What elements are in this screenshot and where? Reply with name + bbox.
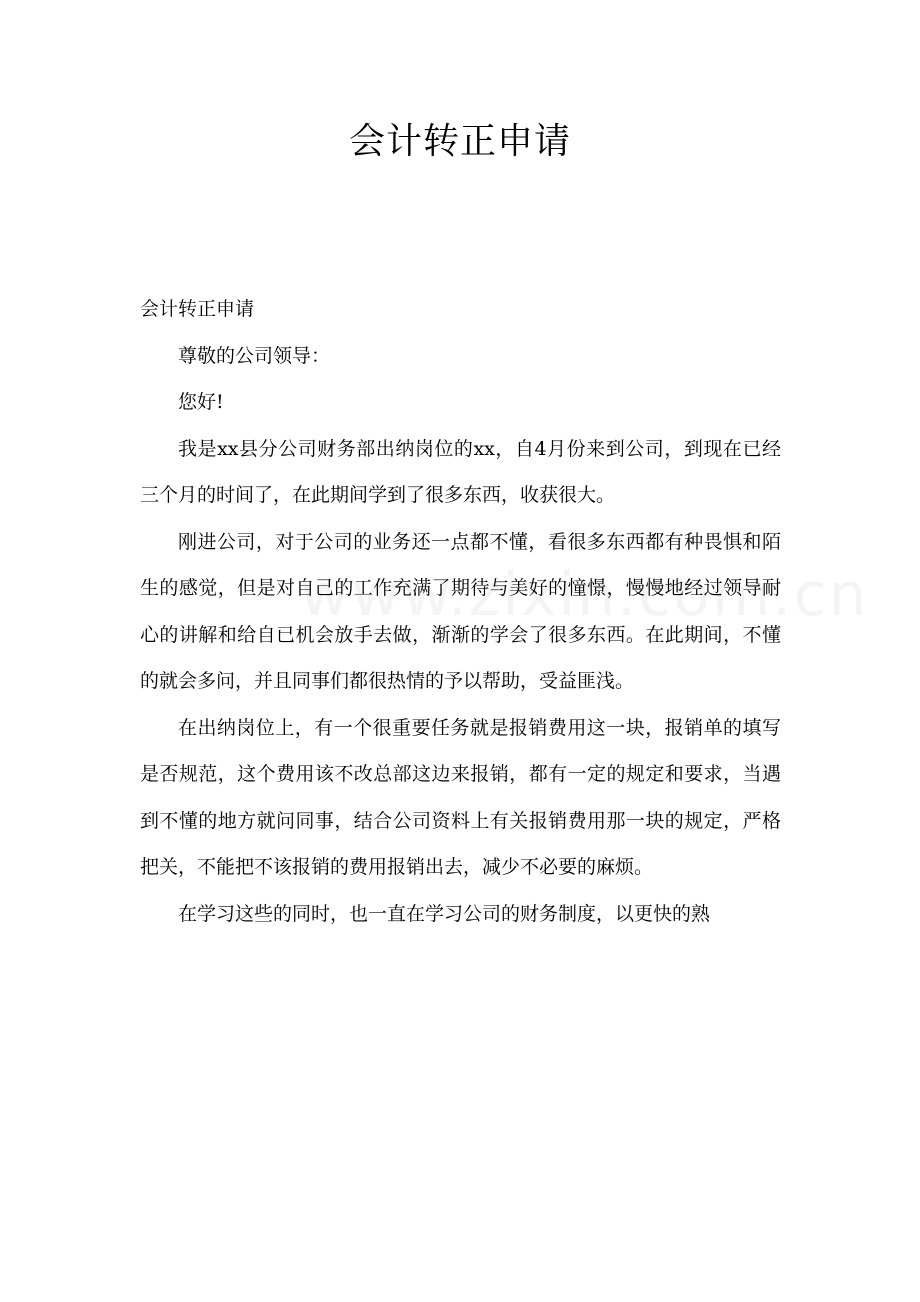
paragraph-greeting: 您好! [178,391,224,413]
paragraph-salutation: 尊敬的公司领导： [178,344,331,367]
document-title: 会计转正申请 [348,121,571,162]
paragraph-reimbursement: 在出纳岗位上，有一个很重要任务就是报销费用这一块，报销单的填写是否规范，这个费用该不改总部这边来报销，都有一定的规定和要求，当遇到不懂的地方就问同事，结合公司资料上有关报销费用那一块的规定，严格把关，不能把不该报销的费用报销出去，减少不必要的麻烦。 [140,716,781,878]
paragraph-introduction: 我是xx县分公司财务部出纳岗位的xx，自4月份来到公司，到现在已经三个月的时间了，在此期间学到了很多东西，收获很大。 [140,437,781,506]
paragraph-learning: 刚进公司，对于公司的业务还一点都不懂，看很多东西都有种畏惧和陌生的感觉，但是对自己的工作充满了期待与美好的憧憬，慢慢地经过领导耐心的讲解和给自已机会放手去做，渐渐的学会了很多东西。在此期间，不懂的就会多问，并且同事们都很热情的予以帮助，受益匪浅。 [140,530,781,692]
body-heading: 会计转正申请 [140,298,255,320]
paragraph-financial-system: 在学习这些的同时，也一直在学习公司的财务制度，以更快的熟 [178,902,711,925]
document-body [140,286,781,937]
